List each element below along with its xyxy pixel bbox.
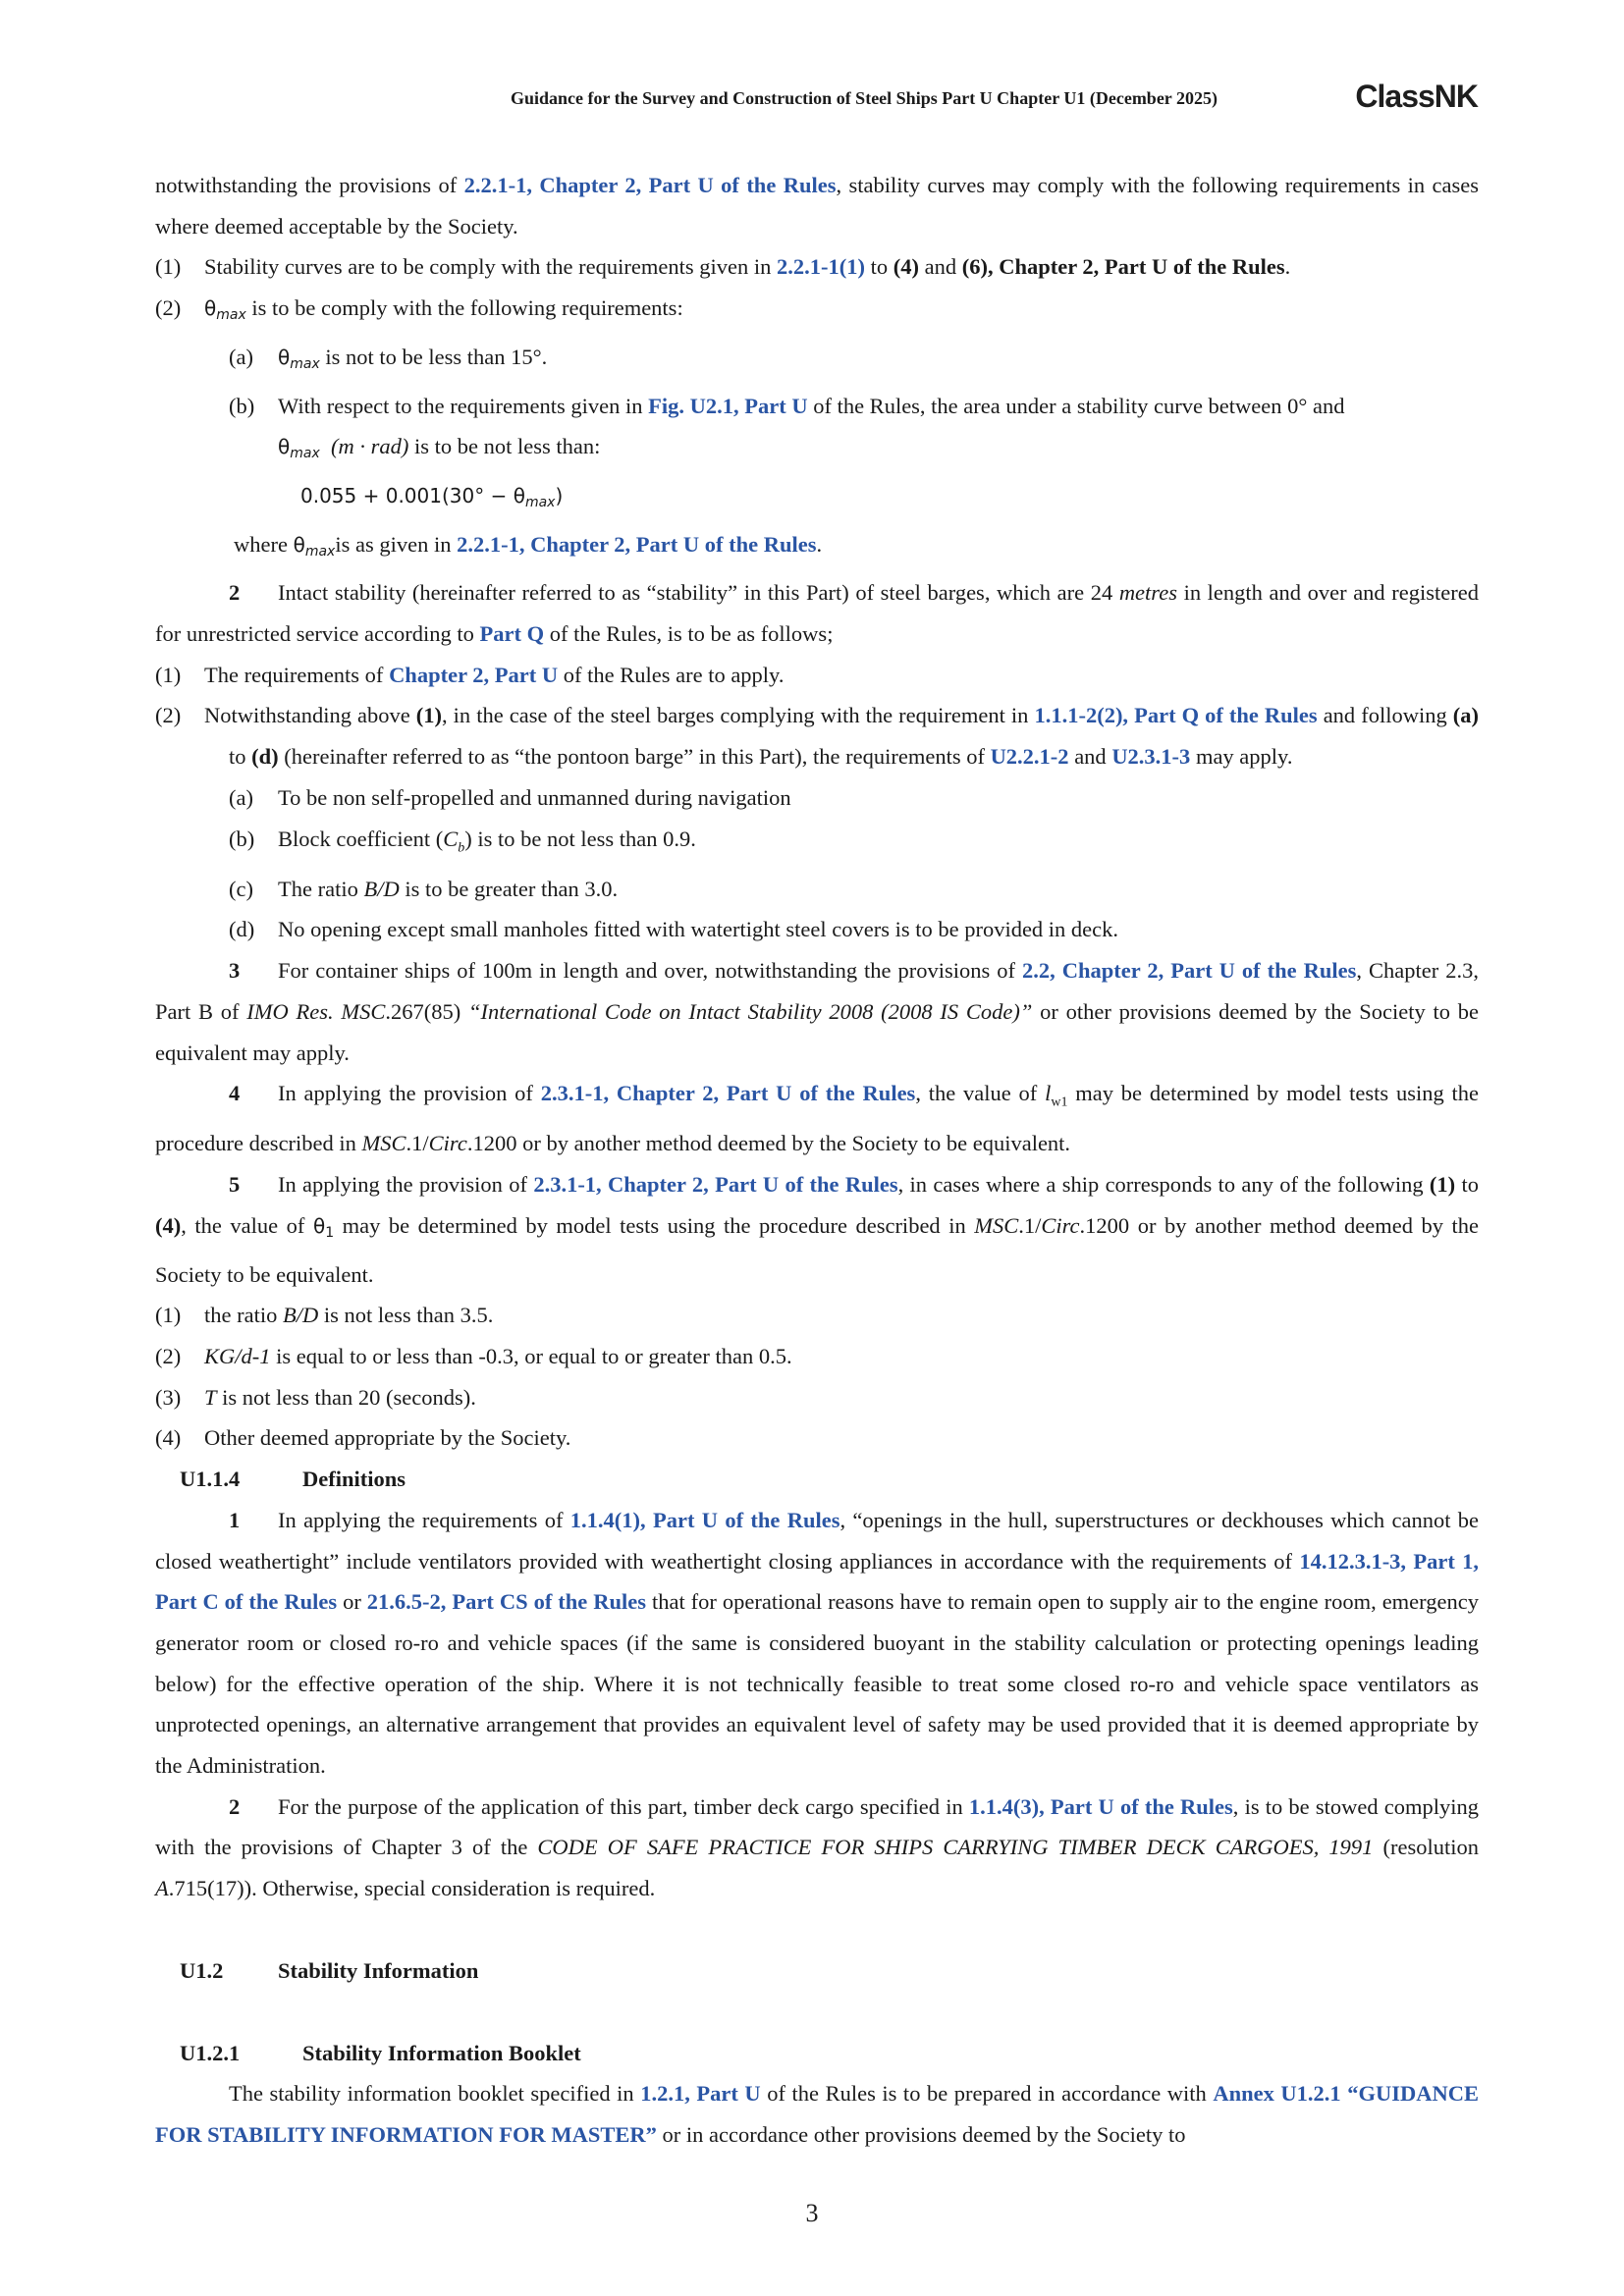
rule-link[interactable]: Chapter 2, Part U (389, 662, 559, 687)
sub-list-item-continued: θmax (m · rad) is to be not less than: (278, 434, 601, 462)
list-item: (4) Other deemed appropriate by the Society. (155, 1425, 571, 1451)
page-number: 3 (805, 2199, 819, 2227)
page-header (511, 79, 1478, 118)
equation: 0.055 + 0.001(30° − θmax) (300, 483, 564, 510)
sub-list-item: (d) No opening except small manholes fitted with watertight steel covers is to be provided in deck. (229, 917, 1119, 942)
rule-link[interactable]: Part Q (479, 621, 545, 647)
list-item: (1) the ratio B/D is not less than 3.5. (155, 1303, 494, 1328)
rule-link[interactable]: 2.3.1-1, Chapter 2, Part U of the Rules (533, 1172, 898, 1198)
list-item: (2) Notwithstanding above (1), in the case of the steel barges complying with the requirement in 1.1.1-2(2), Part Q of the Rules and following (a) to (d) (hereinafter referred to as “the pontoon barge” in this Part), the requirements of U2.2.1-2 and U2.3.1-3 may apply. (155, 703, 1479, 770)
paragraph: The stability information booklet specified in 1.2.1, Part U of the Rules is to be prepared in accordance with Annex U1.2.1 “GUIDANCE FOR STABILITY INFORMATION FOR MASTER” or in accordance other provisions deemed by the Society to (155, 2081, 1479, 2147)
rule-link[interactable]: 21.6.5-2, Part CS of the Rules (366, 1589, 646, 1615)
numbered-paragraph: 2 For the purpose of the application of this part, timber deck cargo specified in 1.1.4(3), Part U of the Rules, is to be stowed complying with the provisions of Chapter 3 of the CODE OF SAFE PRACTICE FOR SHIPS CARRYING TIMBER DECK CARGOES, 1991 (resolution A.715(17)). Otherwise, special consideration is required. (155, 1793, 1479, 1901)
section-heading: U1.2 Stability Information (180, 1957, 479, 1983)
numbered-paragraph: 4 In applying the provision of 2.3.1-1, Chapter 2, Part U of the Rules, the value of $l_{w1}$ may be determined by model tests using the procedure described in MSC.1/Circ.1200 or by another method deemed by the Society to be equivalent. (155, 1081, 1479, 1156)
sub-list-item: (b) With respect to the requirements given in Fig. U2.1, Part U of the Rules, the area under a stability curve between 0° and (229, 393, 1345, 418)
rule-link[interactable]: 2.2, Chapter 2, Part U of the Rules (1022, 958, 1357, 984)
list-item: (2) KG/d-1 is equal to or less than -0.3, or equal to or greater than 0.5. (155, 1343, 792, 1368)
list-item: (1) Stability curves are to be comply with the requirements given in 2.2.1-1(1) to (4) and (6), Chapter 2, Part U of the Rules. (155, 254, 1291, 280)
rule-link[interactable]: 1.1.4(1), Part U of the Rules (569, 1507, 840, 1532)
list-item: (2) θmax is to be comply with the following requirements: (155, 295, 683, 324)
rule-link[interactable]: 2.2.1-1, Chapter 2, Part U of the Rules (463, 173, 837, 197)
sub-list-item: (b) Block coefficient $(C_b)$ is to be not less than 0.9. (229, 826, 696, 856)
equation-note: where θmaxis as given in 2.2.1-1, Chapter 2, Part U of the Rules. (234, 531, 823, 560)
list-item: (3) T is not less than 20 (seconds). (155, 1384, 476, 1410)
numbered-paragraph: 3 For container ships of 100m in length and over, notwithstanding the provisions of 2.2, Chapter 2, Part U of the Rules, Chapter 2.3, Part B of IMO Res. MSC.267(85) “International Code on Intact Stability 2008 (2008 IS Code)” or other provisions deemed by the Society to be equivalent may apply. (155, 958, 1479, 1065)
section-heading: U1.2.1 Stability Information Booklet (180, 2040, 581, 2065)
paragraph: notwithstanding the provisions of 2.2.1-1, Chapter 2, Part U of the Rules, stability curves may comply with the following requirements in cases where deemed acceptable by the Society. (155, 173, 1479, 239)
numbered-paragraph: 2 Intact stability (hereinafter referred to as “stability” in this Part) of steel barges, which are 24 metres in length and over and registered for unrestricted service according to Part Q of the Rules, is to be as follows; (155, 580, 1479, 647)
rule-link[interactable]: 2.2.1-1(1) (776, 254, 865, 280)
rule-link[interactable]: 1.2.1, Part U (640, 2081, 761, 2107)
rule-link[interactable]: 14.12.3.1-3, Part 1, Part C of the Rules (155, 1548, 1479, 1615)
document-body (155, 165, 1479, 2156)
rule-link[interactable]: U2.3.1-3 (1111, 744, 1191, 770)
rule-link[interactable]: 2.3.1-1, Chapter 2, Part U of the Rules (540, 1081, 916, 1106)
rule-link[interactable]: 1.1.1-2(2), Part Q of the Rules (1034, 703, 1318, 728)
annex-link[interactable]: Annex U1.2.1 “GUIDANCE FOR STABILITY INFORMATION FOR MASTER” (155, 2081, 1479, 2147)
sub-list-item: (a) θmax is not to be less than 15°. (229, 344, 548, 372)
rule-link[interactable]: 2.2.1-1, Chapter 2, Part U of the Rules (457, 531, 817, 557)
numbered-paragraph: 1 In applying the requirements of 1.1.4(1), Part U of the Rules, “openings in the hull, superstructures or deckhouses which cannot be closed weathertight” include ventilators provided with weathertight closing appliances in accordance with the requirements of 14.12.3.1-3, Part 1, Part C of the Rules or 21.6.5-2, Part CS of the Rules that for operational reasons have to remain open to supply air to the engine room, emergency generator room or closed ro-ro and vehicle spaces (if the same is considered buoyant in the stability calculation or protecting openings leading below) for the effective operation of the ship. Where it is not technically feasible to treat some closed ro-ro and vehicle space ventilators as unprotected openings, an alternative arrangement that provides an equivalent level of safety may be used provided that it is deemed appropriate by the Administration. (155, 1507, 1480, 1779)
sub-list-item: (a) To be non self-propelled and unmanned during navigation (229, 784, 791, 810)
section-heading: U1.1.4 Definitions (180, 1467, 406, 1492)
list-item: (1) The requirements of Chapter 2, Part U of the Rules are to apply. (155, 662, 785, 687)
classnk-logo: ClassNK (1355, 79, 1478, 114)
header-title: Guidance for the Survey and Construction of Steel Ships Part U Chapter U1 (December 2025) (511, 88, 1218, 108)
rule-link[interactable]: 1.1.4(3), Part U of the Rules (968, 1793, 1233, 1819)
rule-link[interactable]: Fig. U2.1, Part U (648, 393, 808, 418)
rule-link[interactable]: U2.2.1-2 (990, 744, 1069, 770)
numbered-paragraph: 5 In applying the provision of 2.3.1-1, Chapter 2, Part U of the Rules, in cases where a ship corresponds to any of the following (1) to (4), the value of θ1 may be determined by model tests using the procedure described in MSC.1/Circ.1200 or by another method deemed by the Society to be equivalent. (155, 1172, 1479, 1287)
sub-list-item: (c) The ratio B/D is to be greater than 3.0. (229, 876, 619, 901)
